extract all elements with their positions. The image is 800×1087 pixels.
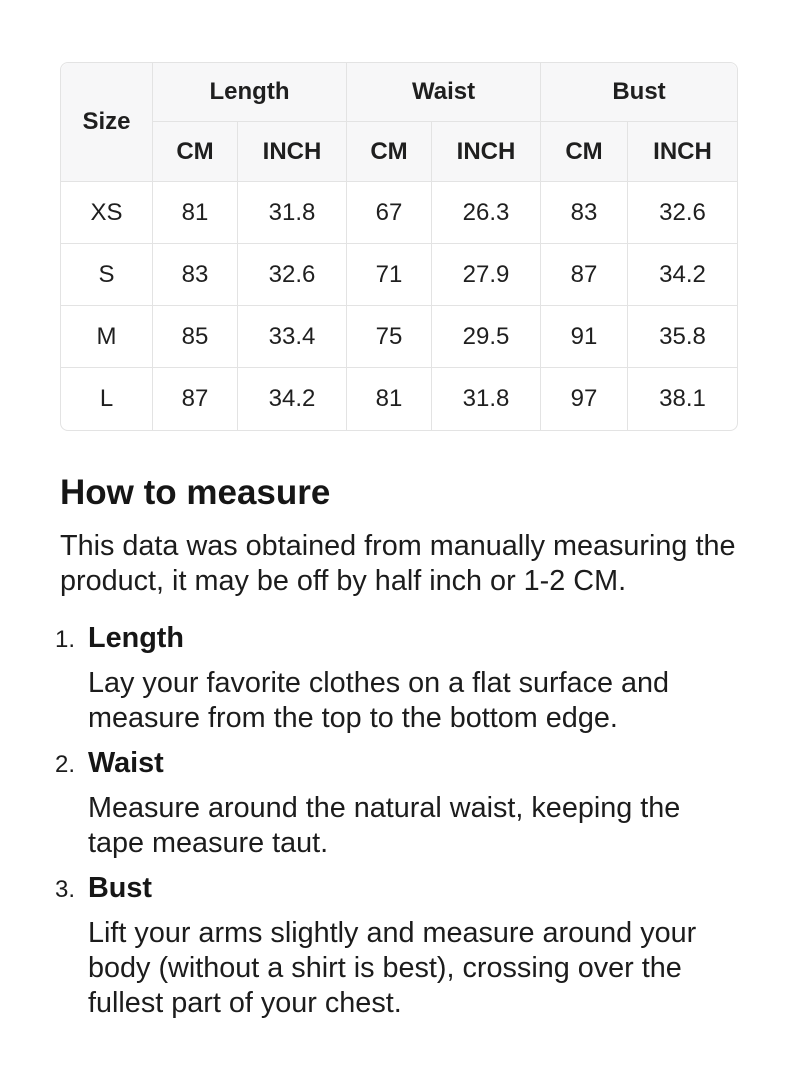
size-label: S <box>61 244 153 306</box>
step-term-waist: Waist <box>88 747 164 779</box>
table-row-xs <box>61 182 737 244</box>
value-cell: 87 <box>541 244 628 306</box>
measure-intro-text: This data was obtained from manually measuring the product, it may be off by half inch or 1-2 CM. <box>60 530 736 597</box>
value-cell: 31.8 <box>432 368 541 430</box>
value-cell: 35.8 <box>628 306 737 368</box>
measure-step-length <box>55 621 740 736</box>
table-row-s <box>61 244 737 306</box>
group-header-bust: Bust <box>541 63 737 122</box>
table-row-m <box>61 306 737 368</box>
step-description-bust: Lift your arms slightly and measure around your body (without a shirt is best), crossing over the fullest part of your chest. <box>88 917 697 1019</box>
step-description-waist: Measure around the natural waist, keeping the tape measure taut. <box>88 792 681 859</box>
value-cell: 38.1 <box>659 385 706 412</box>
value-cell: 33.4 <box>238 306 347 368</box>
value-cell: 75 <box>347 306 432 368</box>
value-cell: 27.9 <box>432 244 541 306</box>
value-cell: 91 <box>541 306 628 368</box>
measure-step-waist <box>55 746 740 861</box>
value-cell: 87 <box>153 368 238 430</box>
value-cell: 85 <box>153 306 238 368</box>
unit-header-bust-inch: INCH <box>628 122 737 182</box>
unit-header-length-inch: INCH <box>238 122 347 182</box>
value-cell: 81 <box>153 182 238 244</box>
value-cell: 26.3 <box>432 182 541 244</box>
group-header-waist: Waist <box>347 63 541 122</box>
value-cell: 83 <box>541 182 628 244</box>
table-row-l <box>61 368 737 430</box>
step-term-length: Length <box>88 622 184 654</box>
group-header-length: Length <box>153 63 347 122</box>
unit-header-length-cm: CM <box>153 122 238 182</box>
value-cell: 34.2 <box>238 368 347 430</box>
value-cell: 71 <box>347 244 432 306</box>
size-label: L <box>61 368 153 430</box>
unit-header-waist-inch: INCH <box>432 122 541 182</box>
value-cell: 83 <box>153 244 238 306</box>
how-to-measure-heading: How to measure <box>60 473 331 512</box>
measure-steps-list <box>55 621 740 1021</box>
value-cell: 31.8 <box>238 182 347 244</box>
value-cell: 34.2 <box>628 244 737 306</box>
size-chart-table <box>60 62 738 431</box>
step-term-bust: Bust <box>88 872 152 904</box>
value-cell: 32.6 <box>238 244 347 306</box>
value-cell: 81 <box>347 368 432 430</box>
unit-header-bust-cm: CM <box>541 122 628 182</box>
size-label: XS <box>61 182 153 244</box>
step-number: 2. <box>55 751 76 778</box>
step-description-length: Lay your favorite clothes on a flat surface and measure from the top to the bottom edge. <box>88 667 670 734</box>
step-number: 1. <box>55 626 76 653</box>
step-number: 3. <box>55 876 76 903</box>
measure-step-bust <box>55 871 740 1021</box>
value-cell: 67 <box>347 182 432 244</box>
size-column-header: Size <box>61 63 153 182</box>
size-label: M <box>61 306 153 368</box>
value-cell: 97 <box>541 368 628 430</box>
unit-header-waist-cm: CM <box>347 122 432 182</box>
value-cell: 29.5 <box>432 306 541 368</box>
value-cell: 32.6 <box>628 182 737 244</box>
